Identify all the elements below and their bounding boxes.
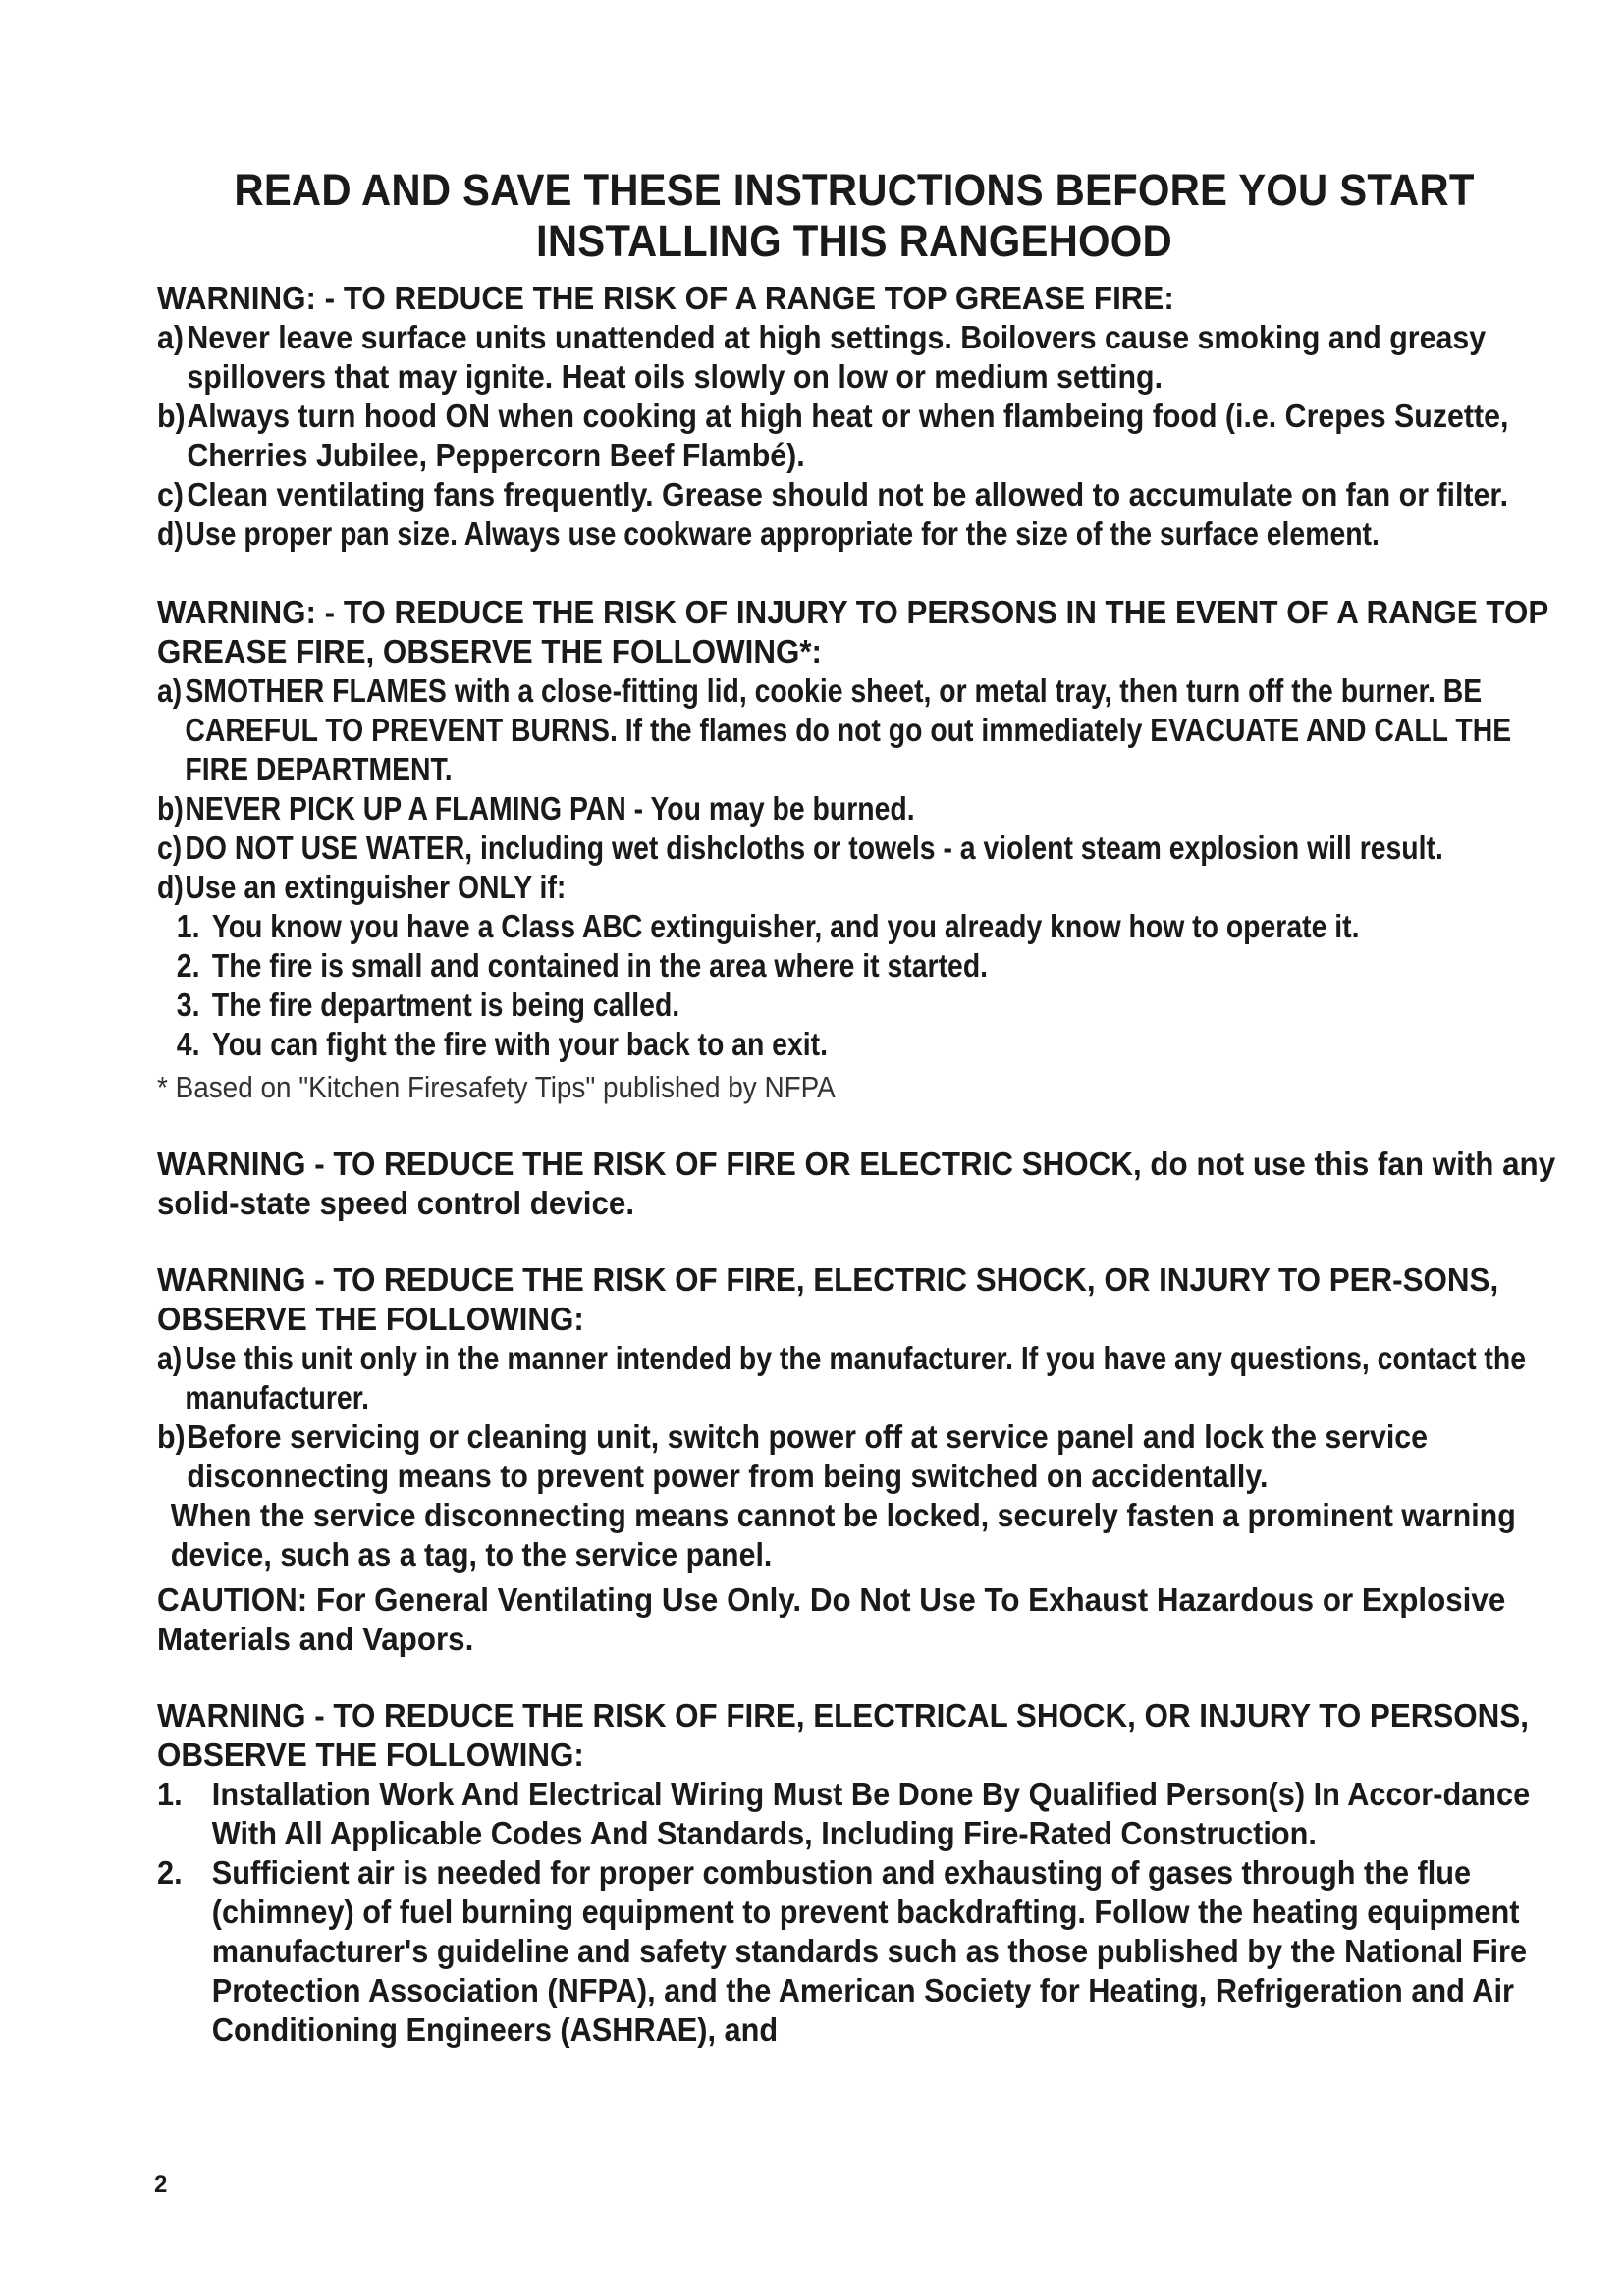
list-item: d)Use an extinguisher ONLY if:: [157, 869, 567, 905]
title-line-1: READ AND SAVE THESE INSTRUCTIONS BEFORE YOU START: [234, 165, 1475, 215]
warning-heading: WARNING - TO REDUCE THE RISK OF FIRE, ELECTRICAL SHOCK, OR INJURY TO PERSONS, OBSERVE THE FOLLOWING:: [157, 1697, 1529, 1773]
list-item: a)SMOTHER FLAMES with a close-fitting lid, cookie sheet, or metal tray, then turn off the burner. BE CAREFUL TO PREVENT BURNS. If the flames do not go out immediately EVACUATE AND CALL THE FIRE DEPARTMENT.: [157, 672, 1512, 787]
list-item: d)Use proper pan size. Always use cookware appropriate for the size of the surface element.: [157, 515, 1380, 552]
section-grease-fire: [157, 279, 1551, 554]
list-item: b)Always turn hood ON when cooking at high heat or when flambeing food (i.e. Crepes Suzette, Cherries Jubilee, Peppercorn Beef Flambé).: [157, 398, 1509, 473]
sub-list-item: 3. The fire department is being called.: [176, 987, 680, 1023]
title-line-2: INSTALLING THIS RANGEHOOD: [536, 216, 1172, 266]
continuation-text: When the service disconnecting means cannot be locked, securely fasten a prominent warning device, such as a tag, to the service panel.: [170, 1497, 1516, 1573]
page-title: [206, 165, 1503, 267]
page-number: 2: [154, 2171, 168, 2198]
warning-text: WARNING - TO REDUCE THE RISK OF FIRE OR ELECTRIC SHOCK, do not use this fan with any solid-state speed control device.: [157, 1146, 1556, 1221]
list-item: c) Clean ventilating fans frequently. Grease should not be allowed to accumulate on fan or filter.: [157, 476, 1509, 512]
list-item: b)NEVER PICK UP A FLAMING PAN - You may be burned.: [157, 790, 915, 827]
sub-list-item: 1. You know you have a Class ABC extinguisher, and you already know how to operate it.: [176, 908, 1360, 944]
section-electric-shock: [157, 1145, 1556, 1223]
list-item: a)Use this unit only in the manner intended by the manufacturer. If you have any questions, contact the manufacturer.: [157, 1340, 1527, 1415]
warning-heading: WARNING: - TO REDUCE THE RISK OF A RANGE TOP GREASE FIRE:: [157, 280, 1174, 316]
caution-text: CAUTION: For General Ventilating Use Only. Do Not Use To Exhaust Hazardous or Explosive Materials and Vapors.: [157, 1581, 1506, 1657]
warning-heading: WARNING - TO REDUCE THE RISK OF FIRE, ELECTRIC SHOCK, OR INJURY TO PER-SONS, OBSERVE THE FOLLOWING:: [157, 1261, 1499, 1337]
document-page: [157, 165, 1556, 2050]
section-service: [157, 1260, 1551, 1659]
section-installation: [157, 1696, 1551, 2050]
sub-list-item: 4. You can fight the fire with your back to an exit.: [176, 1026, 828, 1062]
list-item: c)DO NOT USE WATER, including wet dishcloths or towels - a violent steam explosion will result.: [157, 829, 1443, 866]
section-injury: [157, 593, 1551, 1107]
list-item: a) Never leave surface units unattended at high settings. Boilovers cause smoking and greasy spillovers that may ignite. Heat oils slowly on low or medium setting.: [157, 319, 1487, 395]
warning-heading: WARNING: - TO REDUCE THE RISK OF INJURY TO PERSONS IN THE EVENT OF A RANGE TOP GREASE FIRE, OBSERVE THE FOLLOWING*:: [157, 594, 1548, 669]
numbered-item: 1. Installation Work And Electrical Wiring Must Be Done By Qualified Person(s) In Accor-dance With All Applicable Codes And Standards, Including Fire-Rated Construction.: [157, 1776, 1531, 1851]
sub-list-item: 2. The fire is small and contained in the area where it started.: [176, 947, 989, 984]
footnote: * Based on "Kitchen Firesafety Tips" published by NFPA: [157, 1070, 836, 1104]
numbered-item: 2. Sufficient air is needed for proper combustion and exhausting of gases through the flue (chimney) of fuel burning equipment to prevent backdrafting. Follow the heating equipment manufacturer's guideline and safety standards such as those published by the National Fire Protection Association (NFPA), and the American Society for Heating, Refrigeration and Air Conditioning Engineers (ASHRAE), and: [157, 1854, 1528, 2048]
list-item: b)Before servicing or cleaning unit, switch power off at service panel and lock the service disconnecting means to prevent power from being switched on accidentally.: [157, 1418, 1429, 1494]
